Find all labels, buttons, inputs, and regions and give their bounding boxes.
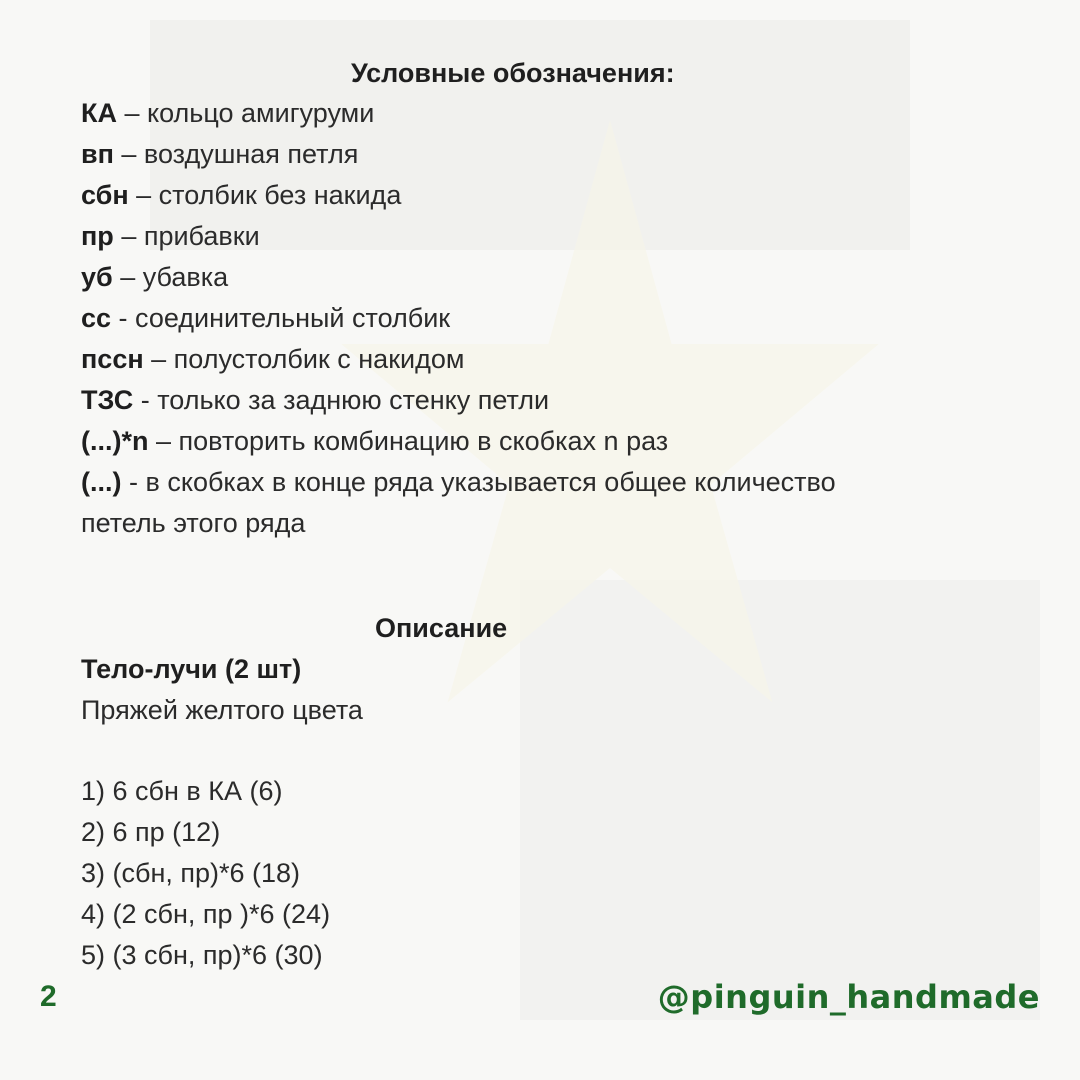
legend-abbr: вп: [81, 139, 114, 169]
legend-abbr: ТЗС: [81, 385, 134, 415]
legend-item: [81, 260, 228, 294]
legend-desc: – прибавки: [113, 221, 260, 251]
legend-item: [81, 424, 668, 458]
description-title: Описание: [375, 613, 508, 643]
page-number: 2: [40, 980, 57, 1013]
legend-item: [81, 219, 260, 253]
legend-desc: - только за заднюю стенку петли: [133, 385, 550, 415]
legend-abbr: уб: [81, 262, 113, 292]
legend-item: [81, 96, 374, 130]
legend-desc: – полустолбик с накидом: [143, 344, 465, 374]
legend-item: [81, 178, 401, 212]
yarn-note: Пряжей желтого цвета: [81, 695, 363, 725]
legend-item: [81, 465, 836, 499]
legend-continuation: петель этого ряда: [81, 508, 306, 538]
legend-desc: – кольцо амигуруми: [116, 98, 375, 128]
legend-title: Условные обозначения:: [351, 58, 675, 88]
pattern-row: 3) (сбн, пр)*6 (18): [81, 858, 301, 888]
pattern-row: 2) 6 пр (12): [81, 817, 221, 847]
legend-item: [81, 342, 464, 376]
legend-abbr: пссн: [81, 344, 144, 374]
legend-desc: – воздушная петля: [113, 139, 359, 169]
section-subtitle: [81, 652, 301, 686]
section-subtitle-text: Тело-лучи (2 шт): [81, 654, 302, 684]
legend-desc: - соединительный столбик: [111, 303, 451, 333]
legend-desc: – столбик без накида: [128, 180, 402, 210]
legend-item: [81, 301, 450, 335]
legend-item: [81, 383, 549, 417]
pattern-row: 1) 6 сбн в КА (6): [81, 776, 283, 806]
legend-abbr: пр: [81, 221, 114, 251]
pattern-row: 4) (2 сбн, пр )*6 (24): [81, 899, 331, 929]
author-handle: @pinguin_handmade: [657, 978, 1040, 1016]
legend-abbr: (...)*n: [81, 426, 149, 456]
legend-item: [81, 137, 358, 171]
pattern-row: 5) (3 сбн, пр)*6 (30): [81, 940, 323, 970]
legend-desc: – повторить комбинацию в скобках n раз: [148, 426, 669, 456]
legend-desc: - в скобках в конце ряда указывается общее количество: [121, 467, 836, 497]
legend-abbr: сбн: [81, 180, 129, 210]
legend-abbr: сс: [81, 303, 112, 333]
legend-desc: – убавка: [112, 262, 229, 292]
legend-abbr: (...): [81, 467, 122, 497]
legend-abbr: КА: [81, 98, 117, 128]
